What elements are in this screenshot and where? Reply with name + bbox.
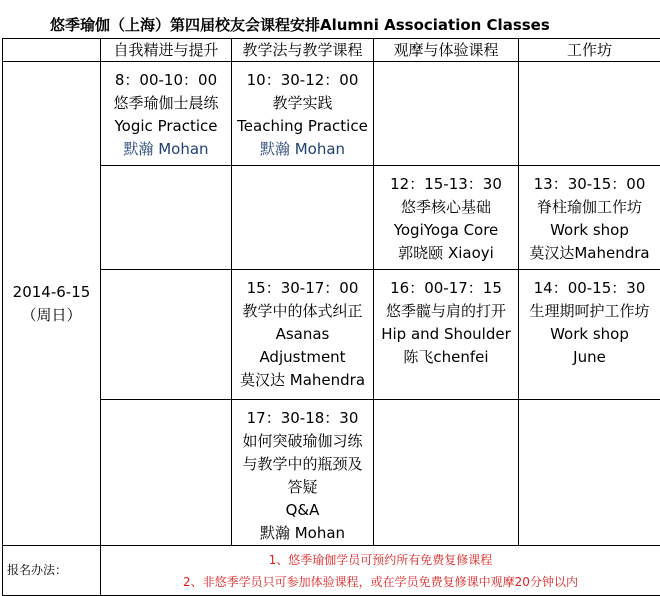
session-time: 16：00-17：15 bbox=[374, 277, 518, 300]
registration-note: 1、悠季瑜伽学员可预约所有免费复修课程 bbox=[101, 549, 660, 571]
date-text: 2014-6-15 bbox=[3, 281, 100, 304]
session-instructor: 默瀚 Mohan bbox=[232, 522, 373, 545]
session-title-cn: 与教学中的瓶颈及 bbox=[232, 453, 373, 476]
session-title-en: YogiYoga Core bbox=[374, 219, 518, 242]
session-hip-shoulder bbox=[374, 270, 519, 400]
session-title-en: Yogic Practice bbox=[101, 115, 231, 138]
session-time: 14：00-15：30 bbox=[519, 277, 660, 300]
schedule-row bbox=[3, 270, 660, 400]
empty-cell bbox=[101, 400, 232, 546]
registration-notes bbox=[101, 546, 660, 596]
schedule-row bbox=[3, 62, 660, 166]
schedule-row bbox=[3, 166, 660, 270]
session-instructor: 默瀚 Mohan bbox=[101, 138, 231, 161]
empty-cell bbox=[374, 62, 519, 166]
page-title bbox=[0, 14, 660, 36]
header-observation: 观摩与体验课程 bbox=[374, 39, 519, 62]
session-time: 17：30-18：30 bbox=[232, 407, 373, 430]
registration-row bbox=[3, 546, 660, 596]
weekday-text: （周日） bbox=[3, 304, 100, 327]
session-spine-workshop bbox=[519, 166, 660, 270]
session-title-en: Teaching Practice bbox=[232, 115, 373, 138]
session-title-cn: 教学中的体式纠正 bbox=[232, 300, 373, 323]
empty-cell bbox=[101, 166, 232, 270]
empty-cell bbox=[519, 400, 660, 546]
empty-cell bbox=[232, 166, 374, 270]
session-title-cn: 教学实践 bbox=[232, 92, 373, 115]
session-title-en: Asanas bbox=[232, 323, 373, 346]
date-cell bbox=[3, 62, 101, 546]
empty-cell bbox=[374, 400, 519, 546]
session-title-en: Q&A bbox=[232, 499, 373, 522]
session-title-en: Work shop bbox=[519, 219, 660, 242]
session-title-cn: 悠季瑜伽士晨练 bbox=[101, 92, 231, 115]
registration-label: 报名办法： bbox=[3, 546, 101, 596]
page-title-text: 悠季瑜伽（上海）第四届校友会课程安排Alumni Association Classes bbox=[50, 14, 550, 36]
session-title-cn: 答疑 bbox=[232, 476, 373, 499]
session-time: 13：30-15：00 bbox=[519, 173, 660, 196]
header-teaching-methods: 教学法与教学课程 bbox=[232, 39, 374, 62]
session-title-cn: 如何突破瑜伽习练 bbox=[232, 430, 373, 453]
session-menstrual-workshop bbox=[519, 270, 660, 400]
session-title-cn: 悠季核心基础 bbox=[374, 196, 518, 219]
schedule-row bbox=[3, 400, 660, 546]
session-asanas-adjustment bbox=[232, 270, 374, 400]
header-self-improvement: 自我精进与提升 bbox=[101, 39, 232, 62]
header-workshop: 工作坊 bbox=[519, 39, 660, 62]
empty-cell bbox=[101, 270, 232, 400]
session-title-en: Work shop bbox=[519, 323, 660, 346]
session-title-cn: 悠季髋与肩的打开 bbox=[374, 300, 518, 323]
session-instructor: 莫汉达Mahendra bbox=[519, 242, 660, 265]
schedule-table bbox=[2, 38, 660, 596]
registration-note: 2、非悠季学员只可参加体验课程，或在学员免费复修课中观摩20分钟以内 bbox=[101, 571, 660, 593]
empty-cell bbox=[519, 62, 660, 166]
session-instructor: June bbox=[519, 346, 660, 369]
session-time: 15：30-17：00 bbox=[232, 277, 373, 300]
header-blank bbox=[3, 39, 101, 62]
session-instructor: 莫汉达 Mahendra bbox=[232, 369, 373, 392]
session-instructor: 默瀚 Mohan bbox=[232, 138, 373, 161]
session-time: 8：00-10：00 bbox=[101, 69, 231, 92]
session-time: 12：15-13：30 bbox=[374, 173, 518, 196]
session-qa bbox=[232, 400, 374, 546]
session-instructor: 郭晓颐 Xiaoyi bbox=[374, 242, 518, 265]
session-yogic-practice bbox=[101, 62, 232, 166]
session-yogiyoga-core bbox=[374, 166, 519, 270]
session-title-en: Adjustment bbox=[232, 346, 373, 369]
session-title-cn: 脊柱瑜伽工作坊 bbox=[519, 196, 660, 219]
header-row bbox=[3, 39, 660, 62]
session-title-cn: 生理期呵护工作坊 bbox=[519, 300, 660, 323]
session-time: 10：30-12：00 bbox=[232, 69, 373, 92]
session-teaching-practice bbox=[232, 62, 374, 166]
session-instructor: 陈飞chenfei bbox=[374, 346, 518, 369]
session-title-en: Hip and Shoulder bbox=[374, 323, 518, 346]
